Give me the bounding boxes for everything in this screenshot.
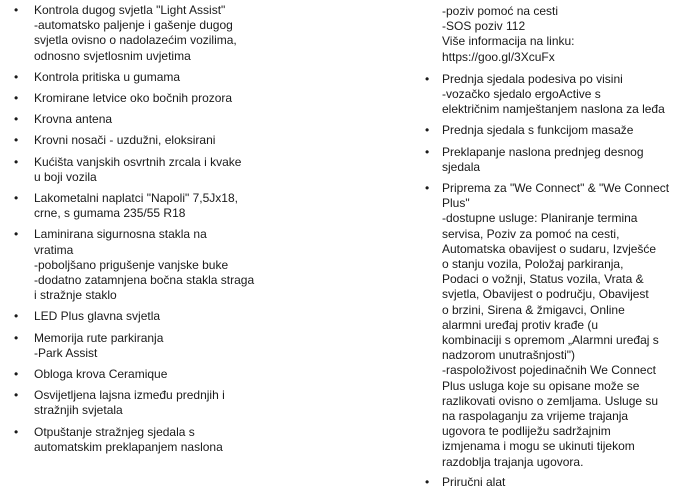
- item-text: crne, s gumama 235/55 R18: [34, 206, 186, 221]
- list-item: [0, 367, 260, 382]
- item-text: -raspoloživost pojedinačnih We Connect: [442, 363, 656, 378]
- item-text: Laminirana sigurnosna stakla na: [34, 227, 207, 242]
- list-item: [422, 72, 684, 118]
- item-text: -vozačko sjedalo ergoActive s: [442, 87, 601, 102]
- item-text: Krovna antena: [34, 112, 113, 127]
- list-item: [422, 181, 684, 470]
- bullet: •: [14, 154, 19, 169]
- bullet: •: [14, 388, 19, 403]
- item-text: -SOS poziv 112: [442, 19, 526, 34]
- bullet: •: [14, 330, 19, 345]
- item-text: automatskim preklapanjem naslona: [34, 439, 223, 454]
- item-text: u boji vozila: [34, 169, 97, 184]
- item-text: i stražnje staklo: [34, 288, 117, 303]
- item-text: Preklapanje naslona prednjeg desnog: [442, 144, 644, 159]
- item-text: svjetla ovisno o nadolazećim vozilima,: [34, 33, 237, 48]
- item-text: Krovni nosači - uzdužni, eloksirani: [34, 133, 216, 148]
- item-text: Kromirane letvice oko bočnih prozora: [34, 91, 233, 106]
- item-text: ugovora te podliježu sadržajnim: [442, 424, 611, 439]
- bullet: •: [14, 424, 19, 439]
- item-text: električnim namještanjem naslona za leđa: [442, 102, 665, 117]
- item-text: Obloga krova Ceramique: [34, 367, 168, 382]
- list-item: [0, 331, 260, 361]
- item-text: o brzini, Sirena & žmigavci, Online: [442, 302, 625, 317]
- item-text: stražnjih svjetala: [34, 403, 123, 418]
- list-item: [422, 475, 684, 490]
- item-text: Kućišta vanjskih osvrtnih zrcala i kvake: [34, 154, 242, 169]
- item-text: LED Plus glavna svjetla: [34, 309, 161, 324]
- item-text: Prednja sjedala s funkcijom masaže: [442, 123, 634, 138]
- bullet: •: [14, 227, 19, 242]
- item-text: razlikovati ovisno o zemljama. Usluge su: [442, 393, 659, 408]
- item-text: odnosno svjetlosnim uvjetima: [34, 48, 191, 63]
- bullet: •: [14, 112, 19, 127]
- item-text: Kontrola pritiska u gumama: [34, 69, 181, 84]
- bullet: •: [14, 367, 19, 382]
- item-text: Osvijetljena lajsna između prednjih i: [34, 388, 225, 403]
- item-text: Priručni alat: [442, 474, 506, 489]
- bullet: •: [14, 3, 19, 17]
- item-text: -poziv pomoć na cesti: [442, 4, 559, 18]
- bullet: •: [425, 181, 430, 196]
- list-item: [0, 112, 260, 127]
- bullet: •: [425, 71, 430, 86]
- bullet: •: [425, 144, 430, 159]
- bullet: •: [14, 191, 19, 206]
- list-item: [0, 155, 260, 185]
- item-text: Plus usluga koje su opisane može se: [442, 378, 640, 393]
- bullet: •: [14, 309, 19, 324]
- item-text: -poboljšano prigušenje vanjske buke: [34, 257, 229, 272]
- list-item: [0, 425, 260, 455]
- item-text: razdoblja trajanja ugovora.: [442, 454, 584, 469]
- item-text: Memorija rute parkiranja: [34, 330, 164, 345]
- item-text: Otpuštanje stražnjeg sjedala s: [34, 424, 195, 439]
- item-text: Prednja sjedala podesiva po visini: [442, 71, 623, 86]
- continued-text: [422, 4, 684, 65]
- list-item: [0, 388, 260, 418]
- item-text: nadzorom unutrašnjosti"): [442, 348, 575, 363]
- item-text: Automatska obavijest o sudaru, Izvješće: [442, 241, 657, 256]
- item-text: Plus": [442, 196, 470, 211]
- item-text: na raspolaganju za vrijeme trajanja: [442, 409, 629, 424]
- item-text: svjetla, Obavijest o području, Obavijest: [442, 287, 649, 302]
- item-text: Lakometalni naplatci "Napoli" 7,5Jx18,: [34, 191, 238, 206]
- item-text: https://goo.gl/3XcuFx: [442, 49, 555, 64]
- item-text: Priprema za "We Connect" & "We Connect: [442, 181, 670, 196]
- right-column: [422, 4, 684, 490]
- item-text: alarmni uređaj protiv krađe (u: [442, 317, 599, 332]
- item-text: sjedala: [442, 159, 481, 174]
- list-item: [0, 70, 260, 85]
- item-text: kombinaciji s opremom „Alarmni uređaj s: [442, 333, 659, 348]
- list-item: [0, 309, 260, 324]
- item-text: -automatsko paljenje i gašenje dugog: [34, 18, 233, 33]
- bullet: •: [14, 91, 19, 106]
- list-item: [0, 227, 260, 303]
- list-item: [0, 3, 260, 64]
- item-text: vratima: [34, 242, 74, 257]
- bullet: •: [425, 474, 430, 489]
- bullet: •: [425, 123, 430, 138]
- item-text: o stanju vozila, Položaj parkiranja,: [442, 257, 624, 272]
- item-text: Kontrola dugog svjetla "Light Assist": [34, 3, 226, 17]
- list-item: [422, 145, 684, 175]
- list-item: [422, 123, 684, 138]
- list-item: [0, 133, 260, 148]
- list-item: [0, 191, 260, 221]
- item-text: -dostupne usluge: Planiranje termina: [442, 211, 638, 226]
- item-text: servisa, Poziv za pomoć na cesti,: [442, 226, 620, 241]
- item-text: -Park Assist: [34, 345, 98, 360]
- bullet: •: [14, 133, 19, 148]
- bullet: •: [14, 69, 19, 84]
- left-column: [0, 3, 260, 455]
- item-text: Više informacija na linku:: [442, 34, 575, 49]
- list-item: [0, 91, 260, 106]
- item-text: -dodatno zatamnjena bočna stakla straga: [34, 273, 255, 288]
- item-text: Podaci o vožnji, Status vozila, Vrata &: [442, 272, 644, 287]
- item-text: izmjenama i mogu se ukinuti tijekom: [442, 439, 635, 454]
